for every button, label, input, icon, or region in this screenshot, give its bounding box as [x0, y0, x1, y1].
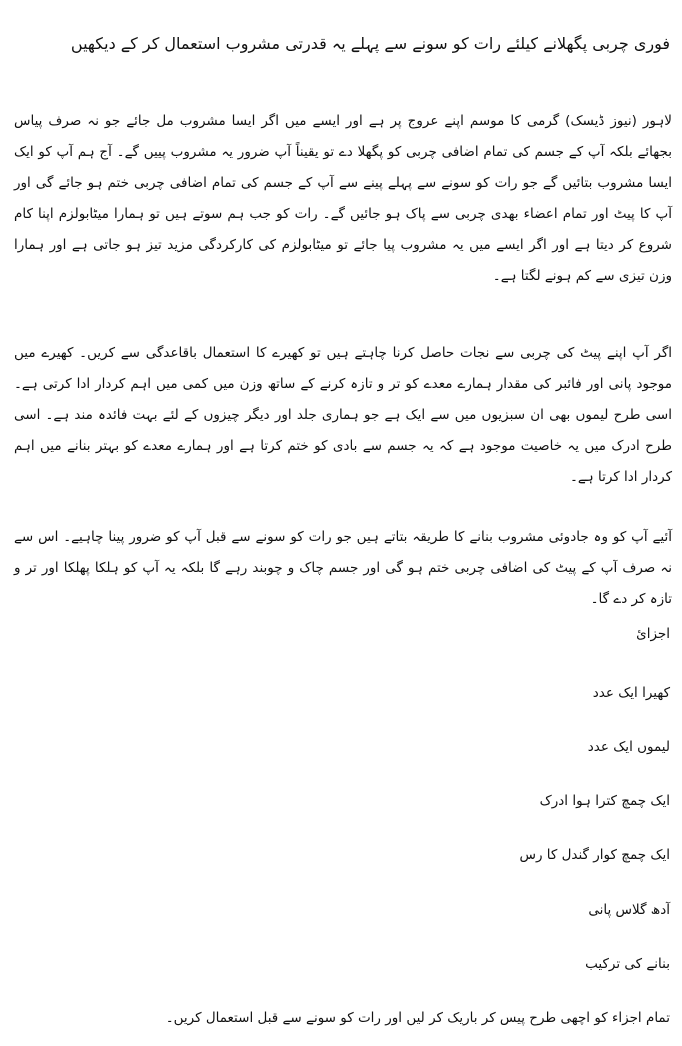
article-paragraph-1: لاہور (نیوز ڈیسک) گرمی کا موسم اپنے عروج پر ہے اور ایسے میں اگر ایسا مشروب مل جائے جو نہ صرف پیاس بجھائے بلکہ آپ کے جسم کی تمام اضافی چربی کو پگھلا دے تو یقیناً آپ ضرور یہ مشروب پییں گے۔ آج ہم آپ کو ایک ایسا مشروب بتائیں گے جو رات کو سونے سے پہلے پینے سے آپ کے جسم کی تمام اضافی چربی ختم ہو جائے گی اور آپ کا پیٹ اور تمام اعضاء بھدی چربی سے پاک ہو جائیں گے۔ رات کو جب ہم سوتے ہیں تو ہمارا میٹابولزم اپنا کام شروع کر دیتا ہے اور اگر ایسے میں یہ مشروب پیا جائے تو میٹابولزم کی کارکردگی مزید تیز ہو جاتی ہے اور ہمارا وزن تیزی سے کم ہونے لگتا ہے۔	[14, 113, 672, 284]
ingredient-item: آدھ گلاس پانی	[588, 902, 670, 918]
ingredient-item: ایک چمچ کوار گندل کا رس	[519, 847, 670, 863]
article-paragraph-3: آئیے آپ کو وہ جادوئی مشروب بنانے کا طریقہ بتاتے ہیں جو رات کو سونے سے قبل آپ کو ضرور پینا چاہیے۔ اس سے نہ صرف آپ کے پیٹ کی اضافی چربی ختم ہو گی اور جسم چاک و چوبند رہے گا بلکہ یہ آپ کو ہلکا پھلکا اور تر و تازہ کر دے گا۔	[14, 529, 672, 607]
ingredient-item: ایک چمچ کترا ہوا ادرک	[539, 793, 670, 809]
ingredient-item: کھیرا ایک عدد	[592, 685, 670, 701]
article-paragraph-2: اگر آپ اپنے پیٹ کی چربی سے نجات حاصل کرنا چاہتے ہیں تو کھیرے کا استعمال باقاعدگی سے کریں۔ کھیرے میں موجود پانی اور فائبر کی مقدار ہمارے معدے کو تر و تازہ کرنے کے ساتھ وزن میں کمی میں اہم کردار ادا کرتی ہے۔ اسی طرح لیموں بھی ان سبزیوں میں سے ایک ہے جو ہماری جلد اور دیگر چیزوں کے لئے بہت فائدہ مند ہے۔ اسی طرح ادرک میں یہ خاصیت موجود ہے کہ یہ جسم سے بادی کو ختم کرتا ہے اور ہمارے معدے کو بہتر بنانے میں اہم کردار ادا کرتا ہے۔	[14, 345, 672, 485]
method-heading: بنانے کی ترکیب	[585, 956, 670, 972]
ingredient-item: لیموں ایک عدد	[587, 739, 670, 755]
method-text: تمام اجزاء کو اچھی طرح پیس کر باریک کر لیں اور رات کو سونے سے قبل استعمال کریں۔	[165, 1010, 670, 1026]
ingredients-heading: اجزائ	[636, 626, 670, 642]
article-title: فوری چربی پگھلانے کیلئے رات کو سونے سے پہلے یہ قدرتی مشروب استعمال کر کے دیکھیں	[70, 34, 670, 53]
